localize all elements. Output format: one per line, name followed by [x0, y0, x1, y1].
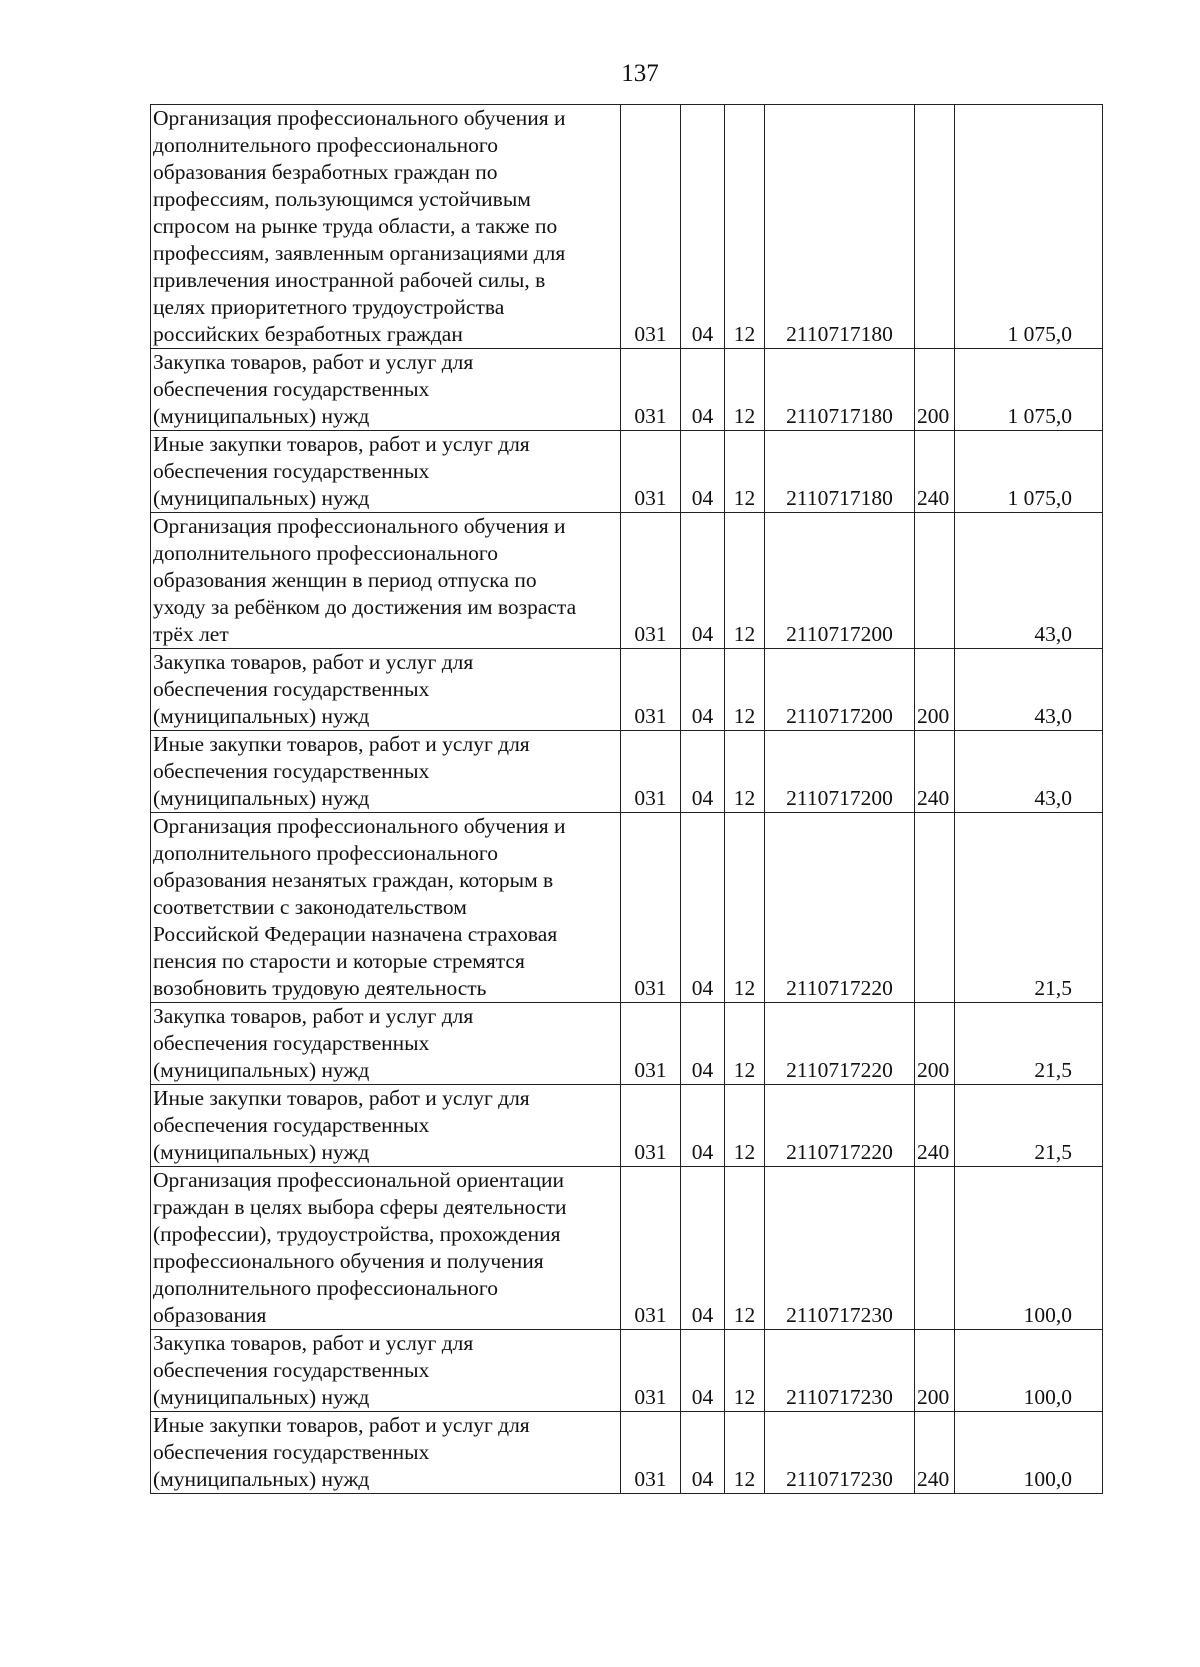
target-article-cell: 2110717230: [765, 1167, 915, 1330]
amount-cell: 21,5: [955, 1085, 1103, 1167]
amount-cell: 43,0: [955, 513, 1103, 649]
expense-name: Организация профессиональной ориентации граждан в целях выбора сферы деятельности (профессии), трудоустройства, прохождения профессионального обучения и получения дополнительного профессионального образования: [153, 1168, 567, 1327]
subsection-code-cell: 12: [725, 813, 765, 1003]
table-row: [151, 105, 1103, 349]
amount-cell: 100,0: [955, 1412, 1103, 1494]
expense-name-cell: [151, 431, 621, 513]
ministry-code-cell: 031: [621, 1085, 681, 1167]
section-code-cell: 04: [681, 431, 725, 513]
expense-name: Организация профессионального обучения и дополнительного профессионального образования женщин в период отпуска по уходу за ребёнком до достижения им возраста трёх лет: [153, 514, 577, 646]
ministry-code-cell: 031: [621, 1167, 681, 1330]
target-article-cell: 2110717220: [765, 813, 915, 1003]
amount-cell: 21,5: [955, 1003, 1103, 1085]
ministry-code-cell: 031: [621, 431, 681, 513]
table-row: [151, 649, 1103, 731]
section-code-cell: 04: [681, 349, 725, 431]
section-code-cell: 04: [681, 813, 725, 1003]
table-row: [151, 1085, 1103, 1167]
subsection-code-cell: 12: [725, 1167, 765, 1330]
table-row: [151, 1330, 1103, 1412]
target-article-cell: 2110717220: [765, 1003, 915, 1085]
expense-type-cell: 240: [915, 431, 955, 513]
budget-table: [150, 104, 1103, 1494]
amount-cell: 43,0: [955, 649, 1103, 731]
expense-type-cell: 200: [915, 349, 955, 431]
page-number: 137: [621, 60, 659, 87]
table-row: [151, 731, 1103, 813]
ministry-code-cell: 031: [621, 731, 681, 813]
expense-type-cell: [915, 513, 955, 649]
subsection-code-cell: 12: [725, 349, 765, 431]
expense-name-cell: [151, 813, 621, 1003]
amount-cell: 43,0: [955, 731, 1103, 813]
amount-cell: 100,0: [955, 1167, 1103, 1330]
ministry-code-cell: 031: [621, 1330, 681, 1412]
expense-type-cell: [915, 105, 955, 349]
expense-name: Закупка товаров, работ и услуг для обеспечения государственных (муниципальных) нужд: [153, 350, 474, 428]
section-code-cell: 04: [681, 1003, 725, 1085]
amount-cell: 1 075,0: [955, 349, 1103, 431]
ministry-code-cell: 031: [621, 105, 681, 349]
expense-name-cell: [151, 105, 621, 349]
subsection-code-cell: 12: [725, 1085, 765, 1167]
section-code-cell: 04: [681, 1330, 725, 1412]
table-row: [151, 431, 1103, 513]
section-code-cell: 04: [681, 731, 725, 813]
subsection-code-cell: 12: [725, 649, 765, 731]
expense-name: Иные закупки товаров, работ и услуг для обеспечения государственных (муниципальных) нужд: [153, 432, 530, 510]
subsection-code-cell: 12: [725, 105, 765, 349]
expense-type-cell: 200: [915, 649, 955, 731]
ministry-code-cell: 031: [621, 1003, 681, 1085]
table-row: [151, 1412, 1103, 1494]
target-article-cell: 2110717180: [765, 349, 915, 431]
table-row: [151, 1167, 1103, 1330]
expense-name-cell: [151, 1167, 621, 1330]
target-article-cell: 2110717230: [765, 1330, 915, 1412]
expense-name-cell: [151, 513, 621, 649]
subsection-code-cell: 12: [725, 1003, 765, 1085]
section-code-cell: 04: [681, 1167, 725, 1330]
expense-name-cell: [151, 349, 621, 431]
expense-name: Иные закупки товаров, работ и услуг для обеспечения государственных (муниципальных) нужд: [153, 732, 530, 810]
target-article-cell: 2110717180: [765, 431, 915, 513]
section-code-cell: 04: [681, 513, 725, 649]
target-article-cell: 2110717230: [765, 1412, 915, 1494]
expense-type-cell: 240: [915, 1085, 955, 1167]
expense-name-cell: [151, 1412, 621, 1494]
section-code-cell: 04: [681, 1085, 725, 1167]
ministry-code-cell: 031: [621, 649, 681, 731]
expense-name: Организация профессионального обучения и дополнительного профессионального образования незанятых граждан, которым в соответствии с законодательством Российской Федерации назначена страховая пенсия по старости и которые стремятся возобновить трудовую деятельность: [153, 814, 566, 1000]
section-code-cell: 04: [681, 1412, 725, 1494]
expense-type-cell: 240: [915, 731, 955, 813]
amount-cell: 100,0: [955, 1330, 1103, 1412]
expense-name-cell: [151, 731, 621, 813]
amount-cell: 1 075,0: [955, 105, 1103, 349]
target-article-cell: 2110717200: [765, 731, 915, 813]
target-article-cell: 2110717200: [765, 513, 915, 649]
ministry-code-cell: 031: [621, 349, 681, 431]
expense-type-cell: 240: [915, 1412, 955, 1494]
expense-name-cell: [151, 1330, 621, 1412]
expense-name-cell: [151, 649, 621, 731]
ministry-code-cell: 031: [621, 1412, 681, 1494]
subsection-code-cell: 12: [725, 431, 765, 513]
table-row: [151, 1003, 1103, 1085]
amount-cell: 1 075,0: [955, 431, 1103, 513]
expense-name: Иные закупки товаров, работ и услуг для обеспечения государственных (муниципальных) нужд: [153, 1413, 530, 1491]
ministry-code-cell: 031: [621, 813, 681, 1003]
expense-type-cell: [915, 813, 955, 1003]
table-row: [151, 513, 1103, 649]
expense-type-cell: 200: [915, 1330, 955, 1412]
target-article-cell: 2110717180: [765, 105, 915, 349]
amount-cell: 21,5: [955, 813, 1103, 1003]
subsection-code-cell: 12: [725, 731, 765, 813]
expense-name: Организация профессионального обучения и дополнительного профессионального образования безработных граждан по профессиям, пользующимся устойчивым спросом на рынке труда области, а также по профессиям, заявленным организациями для привлечения иностранной рабочей силы, в целях приоритетного трудоустройства российских безработных граждан: [153, 106, 566, 346]
subsection-code-cell: 12: [725, 513, 765, 649]
expense-name: Закупка товаров, работ и услуг для обеспечения государственных (муниципальных) нужд: [153, 650, 474, 728]
section-code-cell: 04: [681, 105, 725, 349]
expense-name-cell: [151, 1085, 621, 1167]
expense-name: Закупка товаров, работ и услуг для обеспечения государственных (муниципальных) нужд: [153, 1004, 474, 1082]
subsection-code-cell: 12: [725, 1412, 765, 1494]
target-article-cell: 2110717220: [765, 1085, 915, 1167]
subsection-code-cell: 12: [725, 1330, 765, 1412]
section-code-cell: 04: [681, 649, 725, 731]
expense-name: Закупка товаров, работ и услуг для обеспечения государственных (муниципальных) нужд: [153, 1331, 474, 1409]
expense-name: Иные закупки товаров, работ и услуг для обеспечения государственных (муниципальных) нужд: [153, 1086, 530, 1164]
expense-type-cell: [915, 1167, 955, 1330]
expense-type-cell: 200: [915, 1003, 955, 1085]
expense-name-cell: [151, 1003, 621, 1085]
target-article-cell: 2110717200: [765, 649, 915, 731]
table-row: [151, 813, 1103, 1003]
table-body: [151, 105, 1103, 1494]
ministry-code-cell: 031: [621, 513, 681, 649]
table-row: [151, 349, 1103, 431]
